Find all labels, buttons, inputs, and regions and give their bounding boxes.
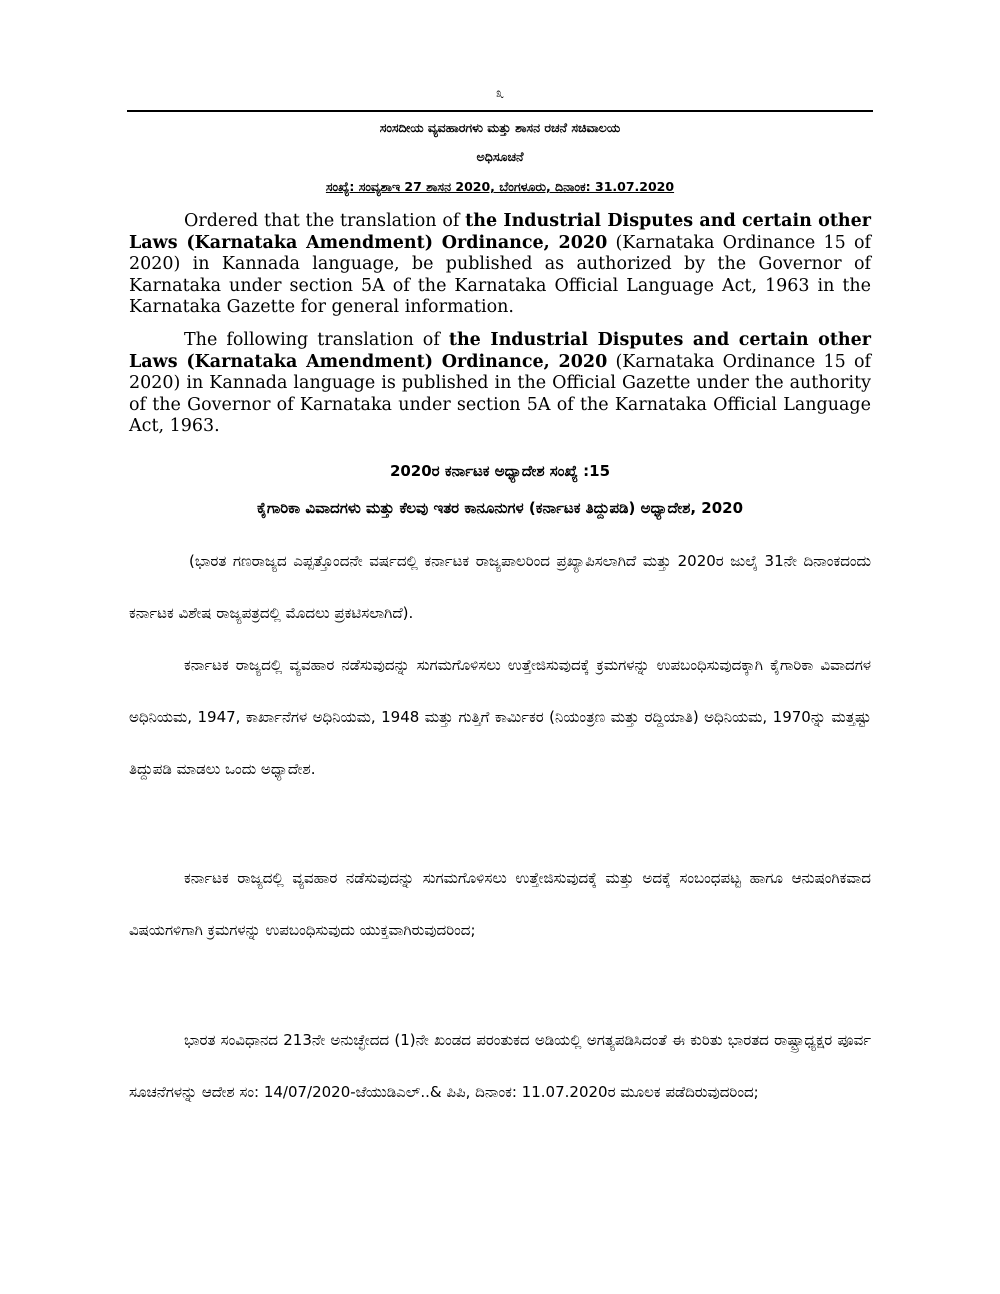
text-run: (Karnataka Ordinance 15 of 2020) in Kannada language is published in the Official Gazette under the authority of the Governor of Karnataka under section 5A of the Karnataka Official Language Act, 1963. (129, 351, 871, 436)
english-paragraph-order (129, 211, 871, 319)
sanction-paragraph: ಭಾರತ ಸಂವಿಧಾನದ 213ನೇ ಅನುಚ್ಛೇದದ (1)ನೇ ಖಂಡದ ಪರಂತುಕದ ಅಡಿಯಲ್ಲಿ ಅಗತ್ಯಪಡಿಸಿದಂತೆ ಈ ಕುರಿತು ಭಾರತದ ರಾಷ್ಟ್ರಾಧ್ಯಕ್ಷರ ಪೂರ್ವ ಸೂಚನೆಗಳನ್ನು ಆದೇಶ ಸಂ: 14/07/2020-ಜೆಯುಡಿಎಲ್..& ಪಿಪಿ, ದಿನಾಂಕ: 11.07.2020ರ ಮೂಲಕ ಪಡೆದಿರುವುದರಿಂದ; (129, 1031, 871, 1101)
preamble-paragraph: ಕರ್ನಾಟಕ ರಾಜ್ಯದಲ್ಲಿ ವ್ಯವಹಾರ ನಡೆಸುವುದನ್ನು ಸುಗಮಗೊಳಿಸಲು ಉತ್ತೇಜಿಸುವುದಕ್ಕೆ ಮತ್ತು ಅದಕ್ಕೆ ಸಂಬಂಧಪಟ್ಟ ಹಾಗೂ ಆನುಷಂಗಿಕವಾದ ವಿಷಯಗಳಿಗಾಗಿ ಕ್ರಮಗಳನ್ನು ಉಪಬಂಧಿಸುವುದು ಯುಕ್ತವಾಗಿರುವುದರಿಂದ; (129, 869, 871, 939)
text-run: (Karnataka Ordinance 15 of 2020) in Kannada language, be published as authorized by the Governor of Karnataka under section 5A of the Karnataka Official Language Act, 1963 in the Karnataka Gazette for general information. (129, 232, 871, 317)
promulgation-note: (ಭಾರತ ಗಣರಾಜ್ಯದ ಎಪ್ಪತ್ತೊಂದನೇ ವರ್ಷದಲ್ಲಿ ಕರ್ನಾಟಕ ರಾಜ್ಯಪಾಲರಿಂದ ಪ್ರಖ್ಯಾಪಿಸಲಾಗಿದೆ ಮತ್ತು 2020ರ ಜುಲೈ 31ನೇ ದಿನಾಂಕದಂದು ಕರ್ನಾಟಕ ವಿಶೇಷ ರಾಜ್ಯಪತ್ರದಲ್ಲಿ ಮೊದಲು ಪ್ರಕಟಿಸಲಾಗಿದೆ). (129, 552, 871, 622)
text-run: The following translation of (184, 330, 449, 350)
page-number: ೩ (495, 84, 505, 102)
text-run: Ordered that the translation of (184, 211, 466, 231)
ordinance-name-bold: the Industrial Disputes and certain other Laws (Karnataka Amendment) Ordinance, 2020 (129, 211, 871, 253)
ordinance-title: ಕೈಗಾರಿಕಾ ವಿವಾದಗಳು ಮತ್ತು ಕೆಲವು ಇತರ ಕಾನೂನುಗಳ (ಕರ್ನಾಟಕ ತಿದ್ದುಪಡಿ) ಅಧ್ಯಾದೇಶ, 2020 (256, 499, 744, 517)
ordinance-name-bold: the Industrial Disputes and certain other Laws (Karnataka Amendment) Ordinance, 2020 (129, 330, 871, 372)
notification-heading: ಅಧಿಸೂಚನೆ (476, 149, 524, 164)
english-paragraph-translation (129, 330, 871, 438)
header-rule (127, 110, 873, 112)
ordinance-number-title: 2020ರ ಕರ್ನಾಟಕ ಅಧ್ಯಾದೇಶ ಸಂಖ್ಯೆ :15 (389, 462, 611, 480)
department-heading: ಸಂಸದೀಯ ವ್ಯವಹಾರಗಳು ಮತ್ತು ಶಾಸನ ರಚನೆ ಸಚಿವಾಲಯ (379, 120, 621, 135)
notification-reference: ಸಂಖ್ಯೆ: ಸಂವ್ಯಶಾಇ 27 ಶಾಸನ 2020, ಬೆಂಗಳೂರು, ದಿನಾಂಕ: 31.07.2020 (325, 179, 675, 194)
long-title-paragraph: ಕರ್ನಾಟಕ ರಾಜ್ಯದಲ್ಲಿ ವ್ಯವಹಾರ ನಡೆಸುವುದನ್ನು ಸುಗಮಗೊಳಿಸಲು ಉತ್ತೇಜಿಸುವುದಕ್ಕೆ ಕ್ರಮಗಳನ್ನು ಉಪಬಂಧಿಸುವುದಕ್ಕಾಗಿ ಕೈಗಾರಿಕಾ ವಿವಾದಗಳ ಅಧಿನಿಯಮ, 1947, ಕಾರ್ಖಾನೆಗಳ ಅಧಿನಿಯಮ, 1948 ಮತ್ತು ಗುತ್ತಿಗೆ ಕಾರ್ಮಿಕರ (ನಿಯಂತ್ರಣ ಮತ್ತು ರದ್ದಿಯಾತಿ) ಅಧಿನಿಯಮ, 1970ನ್ನು ಮತ್ತಷ್ಟು ತಿದ್ದುಪಡಿ ಮಾಡಲು ಒಂದು ಅಧ್ಯಾದೇಶ. (129, 656, 871, 778)
